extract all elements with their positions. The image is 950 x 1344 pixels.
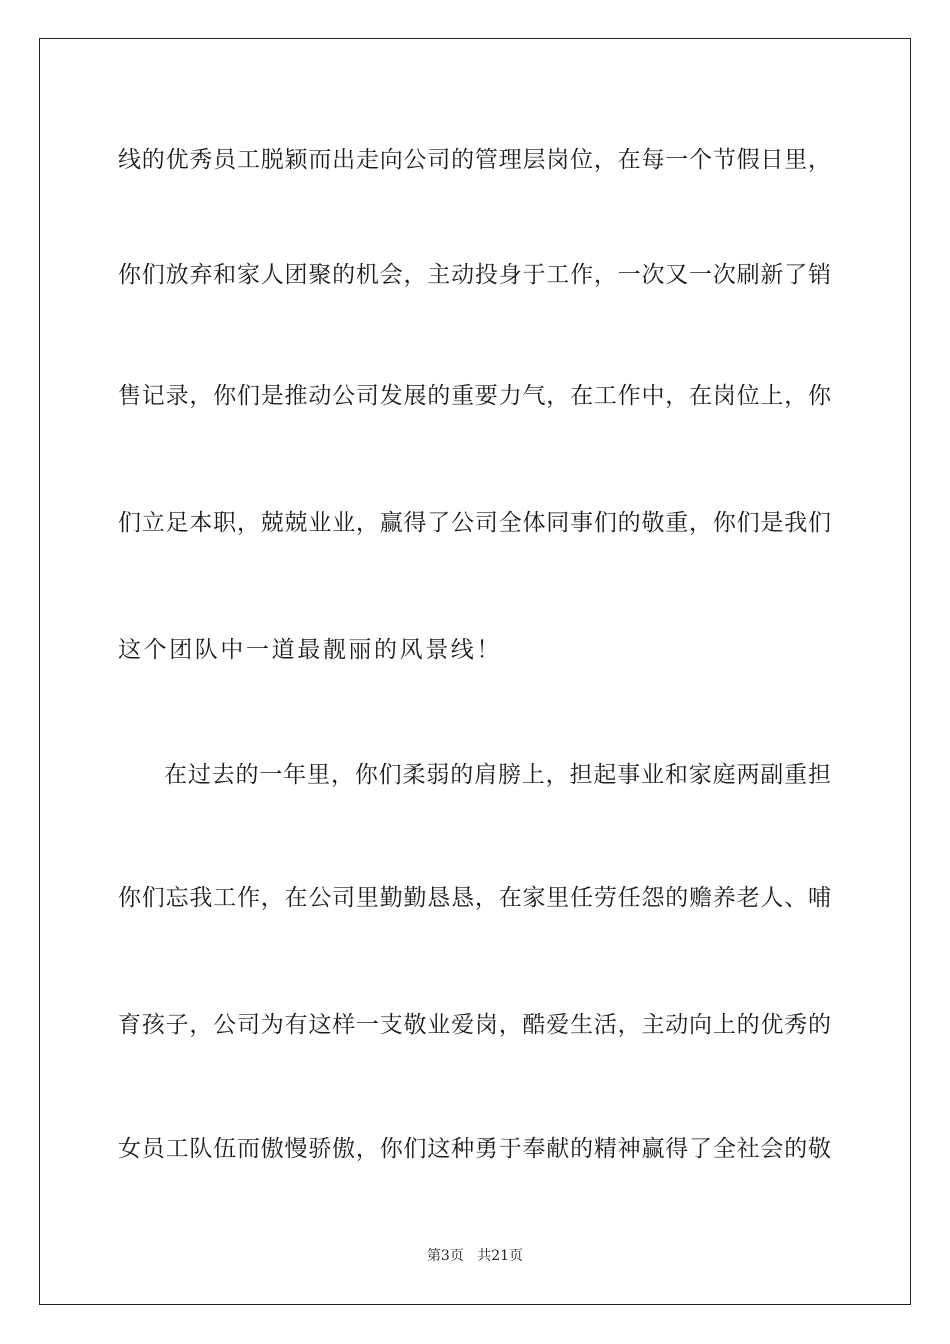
text-line: 这个团队中一道最靓丽的风景线！ [118,637,502,663]
text-line: 你们忘我工作，在公司里勤勤恳恳，在家里任劳任怨的赡养老人、哺 [118,885,831,911]
text-line: 你们放弃和家人团聚的机会，主动投身于工作，一次又一次刷新了销 [118,262,831,288]
page-total: 共21页 [477,1248,524,1264]
text-line: 线的优秀员工脱颖而出走向公司的管理层岗位，在每一个节假日里， [118,147,831,173]
page-footer [0,1247,950,1265]
page-number: 第3页 [426,1248,464,1264]
text-line: 们立足本职，兢兢业业，赢得了公司全体同事们的敬重，你们是我们 [118,510,831,536]
page-border [39,38,911,1305]
paragraph-first-line: 在过去的一年里，你们柔弱的肩膀上，担起事业和家庭两副重担 [164,762,831,788]
text-line: 女员工队伍而傲慢骄傲，你们这种勇于奉献的精神赢得了全社会的敬 [118,1136,831,1162]
text-line: 售记录，你们是推动公司发展的重要力气，在工作中，在岗位上，你 [118,383,831,409]
text-line: 育孩子，公司为有这样一支敬业爱岗，酷爱生活，主动向上的优秀的 [118,1012,831,1038]
